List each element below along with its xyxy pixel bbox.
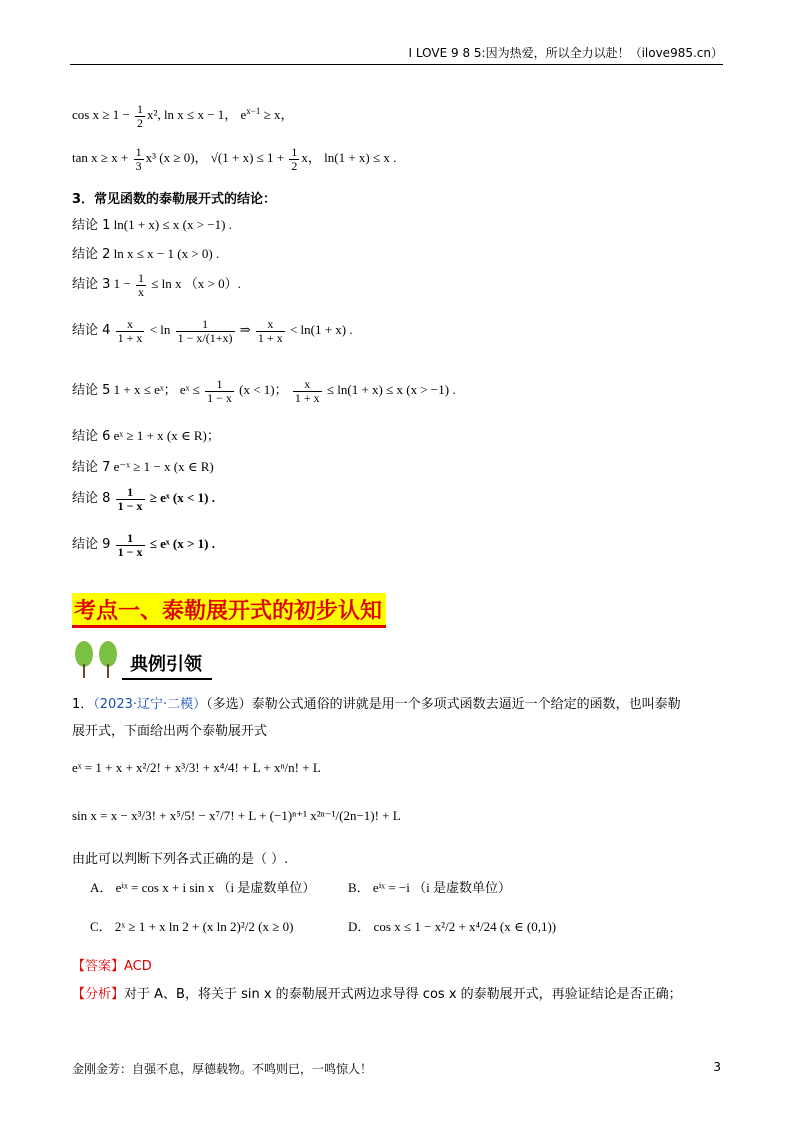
inequality-line-1: cos x ≥ 1 − $\frac{1}{2}$ x², ln x ≤ x − 1， $e^{x-1} \ge x$， — [72, 102, 294, 130]
option-d: D． cos x ≤ 1 − x²/2 + x⁴/24 (x ∈ (0,1)) — [348, 919, 557, 934]
page-number: 3 — [713, 1060, 721, 1074]
example-banner — [72, 640, 212, 680]
analysis: 【分析】对于 A、B，将关于 sin x 的泰勒展开式两边求导得 cos x 的泰勒展开式，再验证结论是否正确； — [72, 987, 682, 1002]
conclusion-6: 结论 6 eˣ ≥ 1 + x (x ∈ R)； — [72, 428, 220, 444]
question-prompt: 由此可以判断下列各式正确的是（ ）. — [72, 852, 289, 867]
exp-series: eˣ = 1 + x + x²/2! + x³/3! + x⁴/4! + L + xⁿ/n! + L — [72, 760, 321, 775]
conclusion-8: 结论 8 $\frac{1}{1 - x}$ ≥ eˣ (x < 1) . — [72, 485, 215, 513]
conclusion-7: 结论 7 e⁻ˣ ≥ 1 − x (x ∈ R) — [72, 459, 214, 475]
section-3-title: 3．常见函数的泰勒展开式的结论： — [72, 192, 277, 207]
conclusion-1: 结论 1 ln(1 + x) ≤ x (x > −1) . — [72, 217, 232, 233]
page-footer — [72, 1060, 721, 1077]
example-banner-label: 典例引领 — [130, 654, 202, 675]
tree-icon — [72, 640, 128, 680]
option-b: B． eⁱˣ = −i （i 是虚数单位） — [348, 880, 511, 895]
section-heading: 考点一、泰勒展开式的初步认知 — [72, 593, 386, 628]
sin-series: sin x = x − x³/3! + x⁵/5! − x⁷/7! + L + (−1)ⁿ⁺¹ x²ⁿ⁻¹/(2n−1)! + L — [72, 808, 401, 823]
option-a: A． eⁱˣ = cos x + i sin x （i 是虚数单位） — [90, 880, 316, 895]
conclusion-5: 结论 5 1 + x ≤ eˣ； eˣ ≤ $\frac{1}{1 - x}$ (x < 1)； $\frac{x}{1 + x}$ ≤ ln(1 + x) ≤ x (x > −1) . — [72, 377, 456, 405]
question-line-2: 展开式，下面给出两个泰勒展开式 — [72, 724, 268, 739]
page-header: I LOVE 9 8 5:因为热爱，所以全力以赴！（ilove985.cn） — [70, 44, 723, 65]
conclusion-3: 结论 3 1 − $\frac{1}{x}$ ≤ ln x （x > 0）. — [72, 271, 241, 299]
inequality-line-2: tan x ≥ x + $\frac{1}{3}$ x³ (x ≥ 0)， √(1 + x) ≤ 1 + $\frac{1}{2}$ x， ln(1 + x) ≤ x . — [72, 145, 397, 173]
footer-motto: 金刚金芳：自强不息，厚德载物。不鸣则已，一鸣惊人！ — [72, 1062, 373, 1076]
question-line-1: 1．（2023·辽宁·二模）（多选）泰勒公式通俗的讲就是用一个多项式函数去逼近一个给定的函数，也叫泰勒 — [72, 697, 681, 712]
option-c: C． 2ˣ ≥ 1 + x ln 2 + (x ln 2)²/2 (x ≥ 0) — [90, 919, 294, 934]
banner-underline — [122, 678, 212, 680]
conclusion-4: 结论 4 $\frac{x}{1 + x}$ < ln $\frac{1}{1 - x/(1+x)}$ ⇒ $\frac{x}{1 + x}$ < ln(1 + x) . — [72, 317, 353, 345]
answer: 【答案】ACD — [72, 959, 152, 974]
conclusion-9: 结论 9 $\frac{1}{1 - x}$ ≤ eˣ (x > 1) . — [72, 531, 215, 559]
conclusion-2: 结论 2 ln x ≤ x − 1 (x > 0) . — [72, 246, 220, 262]
